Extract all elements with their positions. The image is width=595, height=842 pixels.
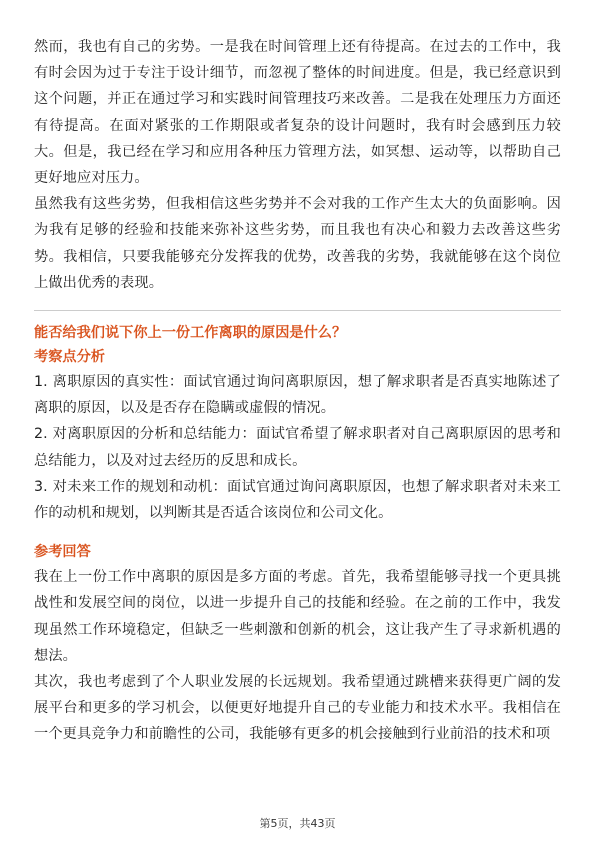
intro-paragraph-2: 虽然我有这些劣势，但我相信这些劣势并不会对我的工作产生太大的负面影响。因为我有足够的经验和技能来弥补这些劣势，而且我也有决心和毅力去改善这些劣势。我相信，只要我能够充分发挥我的优势，改善我的劣势，我就能够在这个岗位上做出优秀的表现。 xyxy=(34,196,561,291)
section-divider xyxy=(34,310,561,311)
answer-title: 参考回答 xyxy=(34,544,91,561)
analysis-point-3: 3. 对未来工作的规划和动机：面试官通过询问离职原因，也想了解求职者对未来工作的动机和规划，以判断其是否适合该岗位和公司文化。 xyxy=(34,478,561,522)
analysis-point-2: 2. 对离职原因的分析和总结能力：面试官希望了解求职者对自己离职原因的思考和总结能力，以及对过去经历的反思和成长。 xyxy=(34,426,561,469)
document-page xyxy=(34,34,561,748)
answer-paragraph-2: 其次，我也考虑到了个人职业发展的长远规划。我希望通过跳槽来获得更广阔的发展平台和更多的学习机会，以便更好地提升自己的专业能力和技术水平。我相信在一个更具竞争力和前瞻性的公司，我能够有更多的机会接触到行业前沿的技术和项 xyxy=(34,674,561,743)
answer-paragraph-1: 我在上一份工作中离职的原因是多方面的考虑。首先，我希望能够寻找一个更具挑战性和发展空间的岗位，以进一步提升自己的技能和经验。在之前的工作中，我发现虽然工作环境稳定，但缺乏一些刺激和创新的机会，这让我产生了寻求新机遇的想法。 xyxy=(34,569,561,664)
question-heading: 能否给我们说下你上一份工作离职的原因是什么？ xyxy=(34,325,347,342)
analysis-title: 考察点分析 xyxy=(34,349,105,366)
analysis-point-1: 1. 离职原因的真实性：面试官通过询问离职原因，想了解求职者是否真实地陈述了离职的原因，以及是否存在隐瞒或虚假的情况。 xyxy=(34,374,561,417)
intro-paragraph-1: 然而，我也有自己的劣势。一是我在时间管理上还有待提高。在过去的工作中，我有时会因为过于专注于设计细节，而忽视了整体的时间进度。但是，我已经意识到这个问题，并正在通过学习和实践时间管理技巧来改善。二是我在处理压力方面还有待提高。在面对紧张的工作期限或者复杂的设计问题时，我有时会感到压力较大。但是，我已经在学习和应用各种压力管理方法，如冥想、运动等，以帮助自己更好地应对压力。 xyxy=(34,39,561,187)
page-number-footer: 第5页，共43页 xyxy=(259,817,336,830)
